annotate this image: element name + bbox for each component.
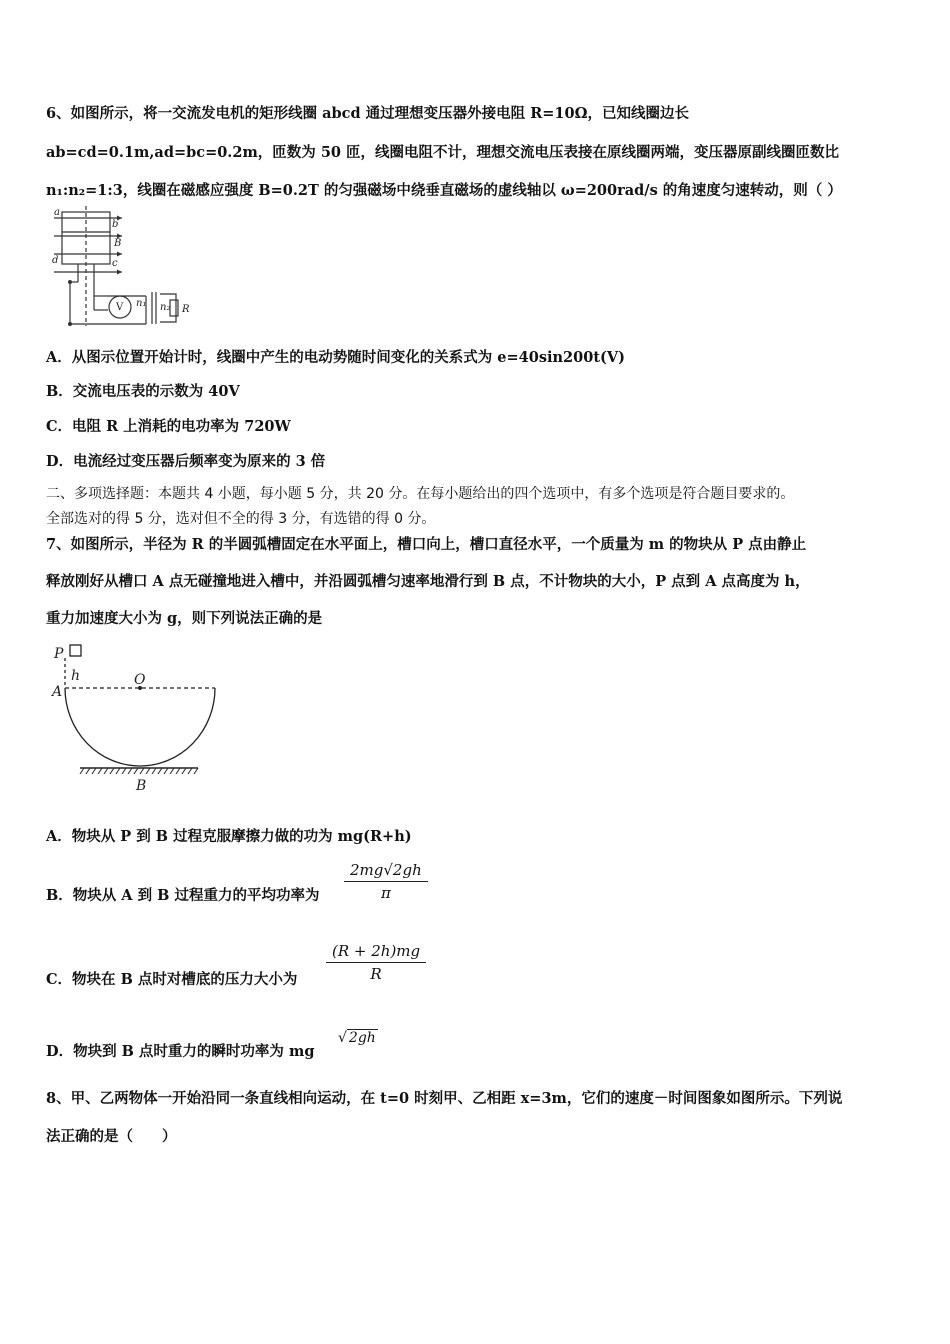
label-v: V xyxy=(116,302,124,313)
label-c: c xyxy=(112,258,118,269)
q8-stem-line-2: 法正确的是（ ） xyxy=(46,1128,177,1145)
q7-stem-line-3: 重力加速度大小为 g，则下列说法正确的是 xyxy=(46,610,323,627)
q7-stem-line-2: 释放刚好从槽口 A 点无碰撞地进入槽中，并沿圆弧槽匀速率地滑行到 B 点，不计物块的大小，P 点到 A 点高度为 h， xyxy=(46,573,810,590)
section2-heading-line-1: 二、多项选择题：本题共 4 小题，每小题 5 分，共 20 分。在每小题给出的四个选项中，有多个选项是符合题目要求的。 xyxy=(46,486,795,502)
label-n2: n₂ xyxy=(160,302,171,313)
q6-option-a: A．从图示位置开始计时，线圈中产生的电动势随时间变化的关系式为 e=40sin200t(V) xyxy=(46,349,625,366)
label-r: R xyxy=(182,304,190,315)
q7-option-a: A．物块从 P 到 B 过程克服摩擦力做的功为 mg(R+h) xyxy=(46,828,412,845)
q7-option-d-text: D．物块到 B 点时重力的瞬时功率为 mg xyxy=(46,1043,315,1060)
q8-stem-line-1: 8、甲、乙两物体一开始沿同一条直线相向运动，在 t=0 时刻甲、乙相距 x=3m，它们的速度－时间图象如图所示。下列说 xyxy=(46,1090,843,1107)
q6-stem-line-1: 6、如图所示，将一交流发电机的矩形线圈 abcd 通过理想变压器外接电阻 R=10Ω，已知线圈边长 xyxy=(46,105,690,122)
q7-option-b-denominator: π xyxy=(380,884,391,902)
label-h: h xyxy=(71,668,81,684)
label-b: b xyxy=(112,219,119,230)
q6-option-c: C．电阻 R 上消耗的电功率为 720W xyxy=(46,418,291,435)
q7-option-c-fraction xyxy=(326,942,426,983)
label-d: d xyxy=(52,255,59,266)
q7-option-c-text: C．物块在 B 点时对槽底的压力大小为 xyxy=(46,971,298,988)
label-a: a xyxy=(54,207,60,218)
semicircle-arc xyxy=(65,688,215,766)
q6-option-d: D．电流经过变压器后频率变为原来的 3 倍 xyxy=(46,453,326,470)
q7-stem-line-1: 7、如图所示，半径为 R 的半圆弧槽固定在水平面上，槽口向上，槽口直径水平，一个质量为 m 的物块从 P 点由静止 xyxy=(46,536,807,553)
label-n1: n₁ xyxy=(136,298,147,309)
block-p xyxy=(70,645,81,656)
label-o: O xyxy=(134,672,146,688)
resistor-r xyxy=(170,300,178,316)
section2-heading-line-2: 全部选对的得 5 分，选对但不全的得 3 分，有选错的得 0 分。 xyxy=(46,511,436,527)
q7-option-c-numerator: (R + 2h)mg xyxy=(326,942,426,963)
q7-semicircle-trough-figure xyxy=(48,640,238,800)
q7-option-d-radical: √ 2gh xyxy=(338,1030,376,1046)
q6-generator-circuit-figure xyxy=(48,206,198,332)
q7-option-b-fraction xyxy=(344,861,428,902)
label-p: P xyxy=(54,646,64,662)
label-a: A xyxy=(52,684,63,700)
q7-option-c-denominator: R xyxy=(370,965,382,983)
label-field-b: B xyxy=(114,238,122,249)
label-b: B xyxy=(136,778,147,794)
q6-stem-line-3: n₁:n₂=1:3，线圈在磁感应强度 B=0.2T 的匀强磁场中绕垂直磁场的虚线轴以 ω=200rad/s 的角速度匀速转动，则（ ） xyxy=(46,182,842,199)
q6-option-b: B．交流电压表的示数为 40V xyxy=(46,383,240,400)
q7-option-b-text: B．物块从 A 到 B 过程重力的平均功率为 xyxy=(46,887,320,904)
q7-option-b-numerator: 2mg√2gh xyxy=(344,861,428,882)
q6-stem-line-2: ab=cd=0.1m,ad=bc=0.2m，匝数为 50 匝，线圈电阻不计，理想交流电压表接在原线圈两端，变压器原副线圈匝数比 xyxy=(46,144,840,161)
q7-option-d-radicand: 2gh xyxy=(348,1030,376,1046)
